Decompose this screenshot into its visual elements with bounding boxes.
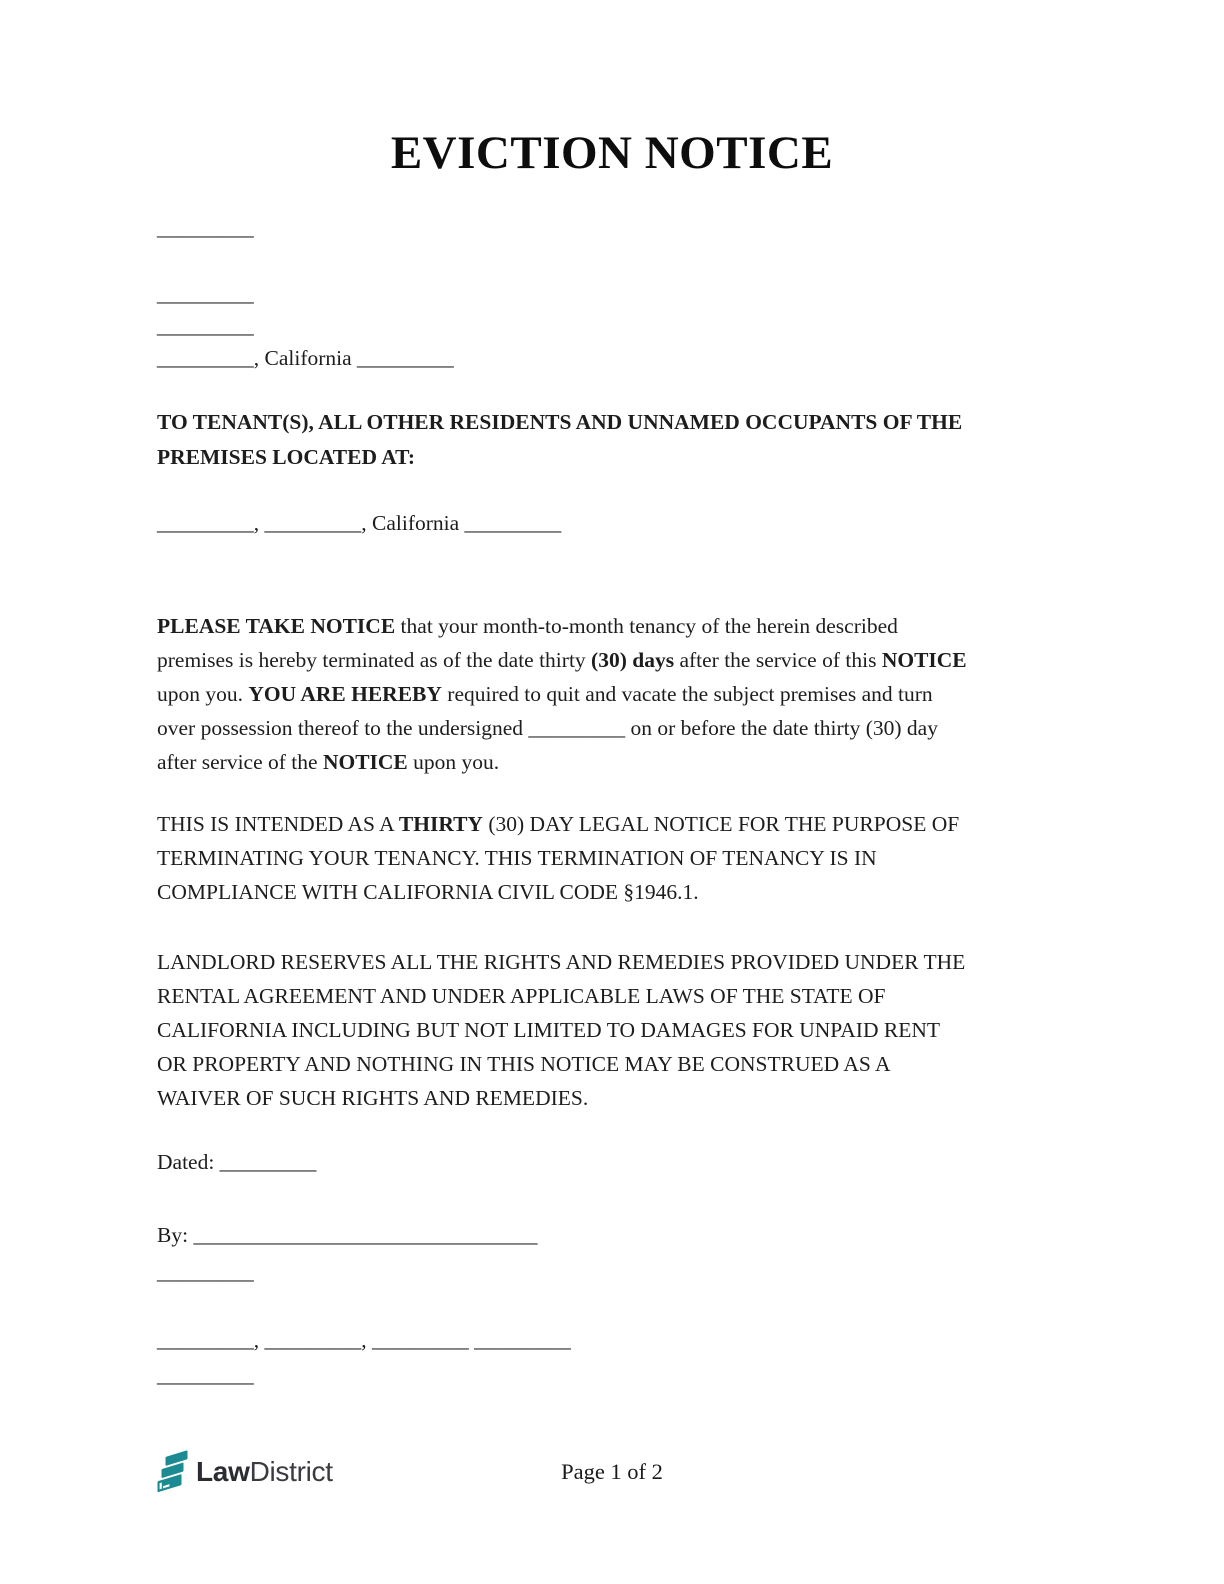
intent-line-3: COMPLIANCE WITH CALIFORNIA CIVIL CODE §1946.1. [157, 880, 699, 904]
signer-name-blank: _________ [157, 1260, 254, 1284]
premises-address-line: _________, _________, California _________ [157, 511, 562, 535]
notice-line-5 [157, 745, 1044, 779]
notice-paragraph [157, 609, 1044, 779]
please-take-notice-bold: PLEASE TAKE NOTICE [157, 614, 396, 638]
text-run: after service of the [157, 750, 323, 774]
dated-line: Dated: _________ [157, 1150, 317, 1174]
text-run: THIS IS INTENDED AS A [157, 812, 399, 836]
notice-line-4: over possession thereof to the undersigned _________ on or before the date thirty (30) day [157, 716, 938, 740]
notice-line-3 [157, 677, 1044, 711]
notice-bold: NOTICE [322, 750, 408, 774]
brand-law-text: Law [196, 1456, 250, 1487]
rights-line-5: WAIVER OF SUCH RIGHTS AND REMEDIES. [157, 1086, 589, 1110]
text-run: that your month-to-month tenancy of the herein described [395, 614, 898, 638]
notice-line-1 [157, 609, 1044, 643]
intent-line-1 [157, 807, 1044, 841]
intent-paragraph [157, 807, 1044, 909]
rights-paragraph [157, 945, 1044, 1115]
lawdistrict-wordmark [196, 1450, 333, 1493]
text-run: upon you. [157, 682, 249, 706]
landlord-city-state-line: _________, California _________ [157, 346, 454, 370]
recipient-heading-line-1: TO TENANT(S), ALL OTHER RESIDENTS AND UNNAMED OCCUPANTS OF THE [157, 410, 963, 434]
rights-line-3: CALIFORNIA INCLUDING BUT NOT LIMITED TO DAMAGES FOR UNPAID RENT [157, 1018, 940, 1042]
rights-line-1: LANDLORD RESERVES ALL THE RIGHTS AND REMEDIES PROVIDED UNDER THE [157, 950, 966, 974]
text-run: premises is hereby terminated as of the date thirty [157, 648, 592, 672]
landlord-name-blank: _________ [157, 216, 254, 240]
landlord-unit-blank: _________ [157, 314, 254, 338]
landlord-address-block [157, 278, 1044, 374]
text-run: (30) DAY LEGAL NOTICE FOR THE PURPOSE OF [482, 812, 960, 836]
rights-line-2: RENTAL AGREEMENT AND UNDER APPLICABLE LAWS OF THE STATE OF [157, 984, 886, 1008]
text-run: after the service of this [674, 648, 882, 672]
rights-line-4: OR PROPERTY AND NOTHING IN THIS NOTICE MAY BE CONSTRUED AS A [157, 1052, 891, 1076]
text-run: upon you. [407, 750, 500, 774]
recipient-heading-line-2: PREMISES LOCATED AT: [157, 445, 416, 469]
document-body [0, 211, 1224, 1393]
notice-line-2 [157, 643, 1044, 677]
by-signature-line: By: ________________________________ [157, 1223, 538, 1247]
page-title: EVICTION NOTICE [390, 127, 834, 179]
brand-district-text: District [249, 1456, 333, 1487]
signer-address-block [157, 1323, 1044, 1393]
lawdistrict-logo [157, 1450, 333, 1493]
intent-line-2: TERMINATING YOUR TENANCY. THIS TERMINATION OF TENANCY IS IN [157, 846, 877, 870]
recipient-heading [157, 405, 1044, 475]
thirty-bold: THIRTY [398, 812, 483, 836]
thirty-days-bold: (30) days [591, 648, 675, 672]
signer-address-line: _________, _________, _________ _________ [157, 1328, 571, 1352]
signer-phone-blank: _________ [157, 1363, 254, 1387]
landlord-street-blank: _________ [157, 282, 254, 306]
text-run: required to quit and vacate the subject premises and turn [441, 682, 933, 706]
lawdistrict-stack-icon [157, 1450, 190, 1493]
page-number: Page 1 of 2 [561, 1459, 663, 1484]
page-footer [157, 1450, 1067, 1493]
you-are-hereby-bold: YOU ARE HEREBY [248, 682, 442, 706]
notice-bold: NOTICE [881, 648, 967, 672]
